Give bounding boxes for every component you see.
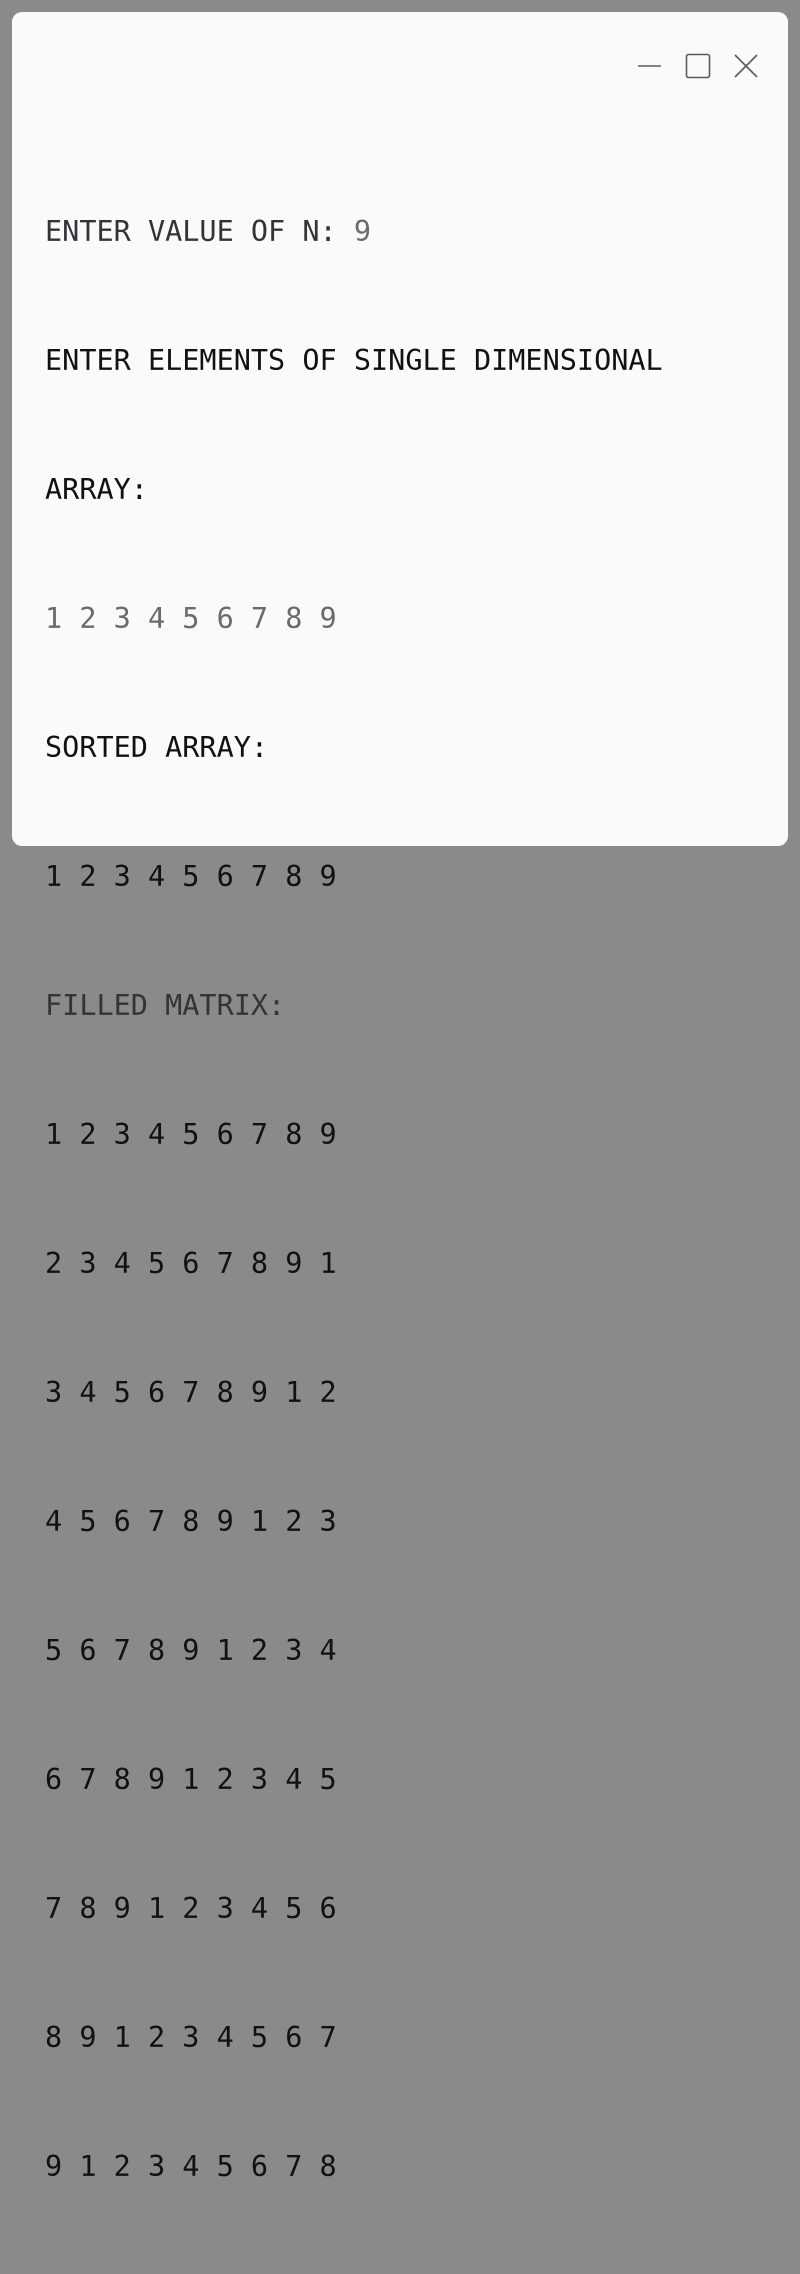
matrix-row: 6 7 8 9 1 2 3 4 5 xyxy=(45,1763,337,1796)
prompt-elements-line-2: ARRAY: xyxy=(45,473,148,506)
console-window xyxy=(12,12,788,2183)
close-icon xyxy=(733,53,759,79)
matrix-row: 7 8 9 1 2 3 4 5 6 xyxy=(45,1892,337,1925)
close-button[interactable] xyxy=(732,52,760,80)
filled-matrix-label: FILLED MATRIX: xyxy=(45,989,286,1022)
matrix-row: 8 9 1 2 3 4 5 6 7 xyxy=(45,2021,337,2054)
sorted-array-label: SORTED ARRAY: xyxy=(45,731,269,764)
minimize-button[interactable] xyxy=(636,52,664,80)
prompt-n-text: ENTER VALUE OF N: xyxy=(45,215,354,248)
matrix-row: 3 4 5 6 7 8 9 1 2 xyxy=(45,1376,337,1409)
window-controls xyxy=(636,52,760,80)
matrix-row: 4 5 6 7 8 9 1 2 3 xyxy=(45,1505,337,1538)
prompt-n-line xyxy=(45,210,663,253)
matrix-row: 1 2 3 4 5 6 7 8 9 xyxy=(45,1118,337,1151)
sorted-array-values: 1 2 3 4 5 6 7 8 9 xyxy=(45,860,337,893)
matrix-row: 2 3 4 5 6 7 8 9 1 xyxy=(45,1247,337,1280)
maximize-icon xyxy=(684,52,712,80)
minimize-icon xyxy=(637,53,663,79)
input-elements-line: 1 2 3 4 5 6 7 8 9 xyxy=(45,602,337,635)
prompt-elements-line-1: ENTER ELEMENTS OF SINGLE DIMENSIONAL xyxy=(45,344,663,377)
matrix-row: 9 1 2 3 4 5 6 7 8 xyxy=(45,2150,337,2183)
matrix-row: 5 6 7 8 9 1 2 3 4 xyxy=(45,1634,337,1667)
maximize-button[interactable] xyxy=(684,52,712,80)
console-output xyxy=(45,124,663,2274)
input-n-value: 9 xyxy=(353,215,372,248)
